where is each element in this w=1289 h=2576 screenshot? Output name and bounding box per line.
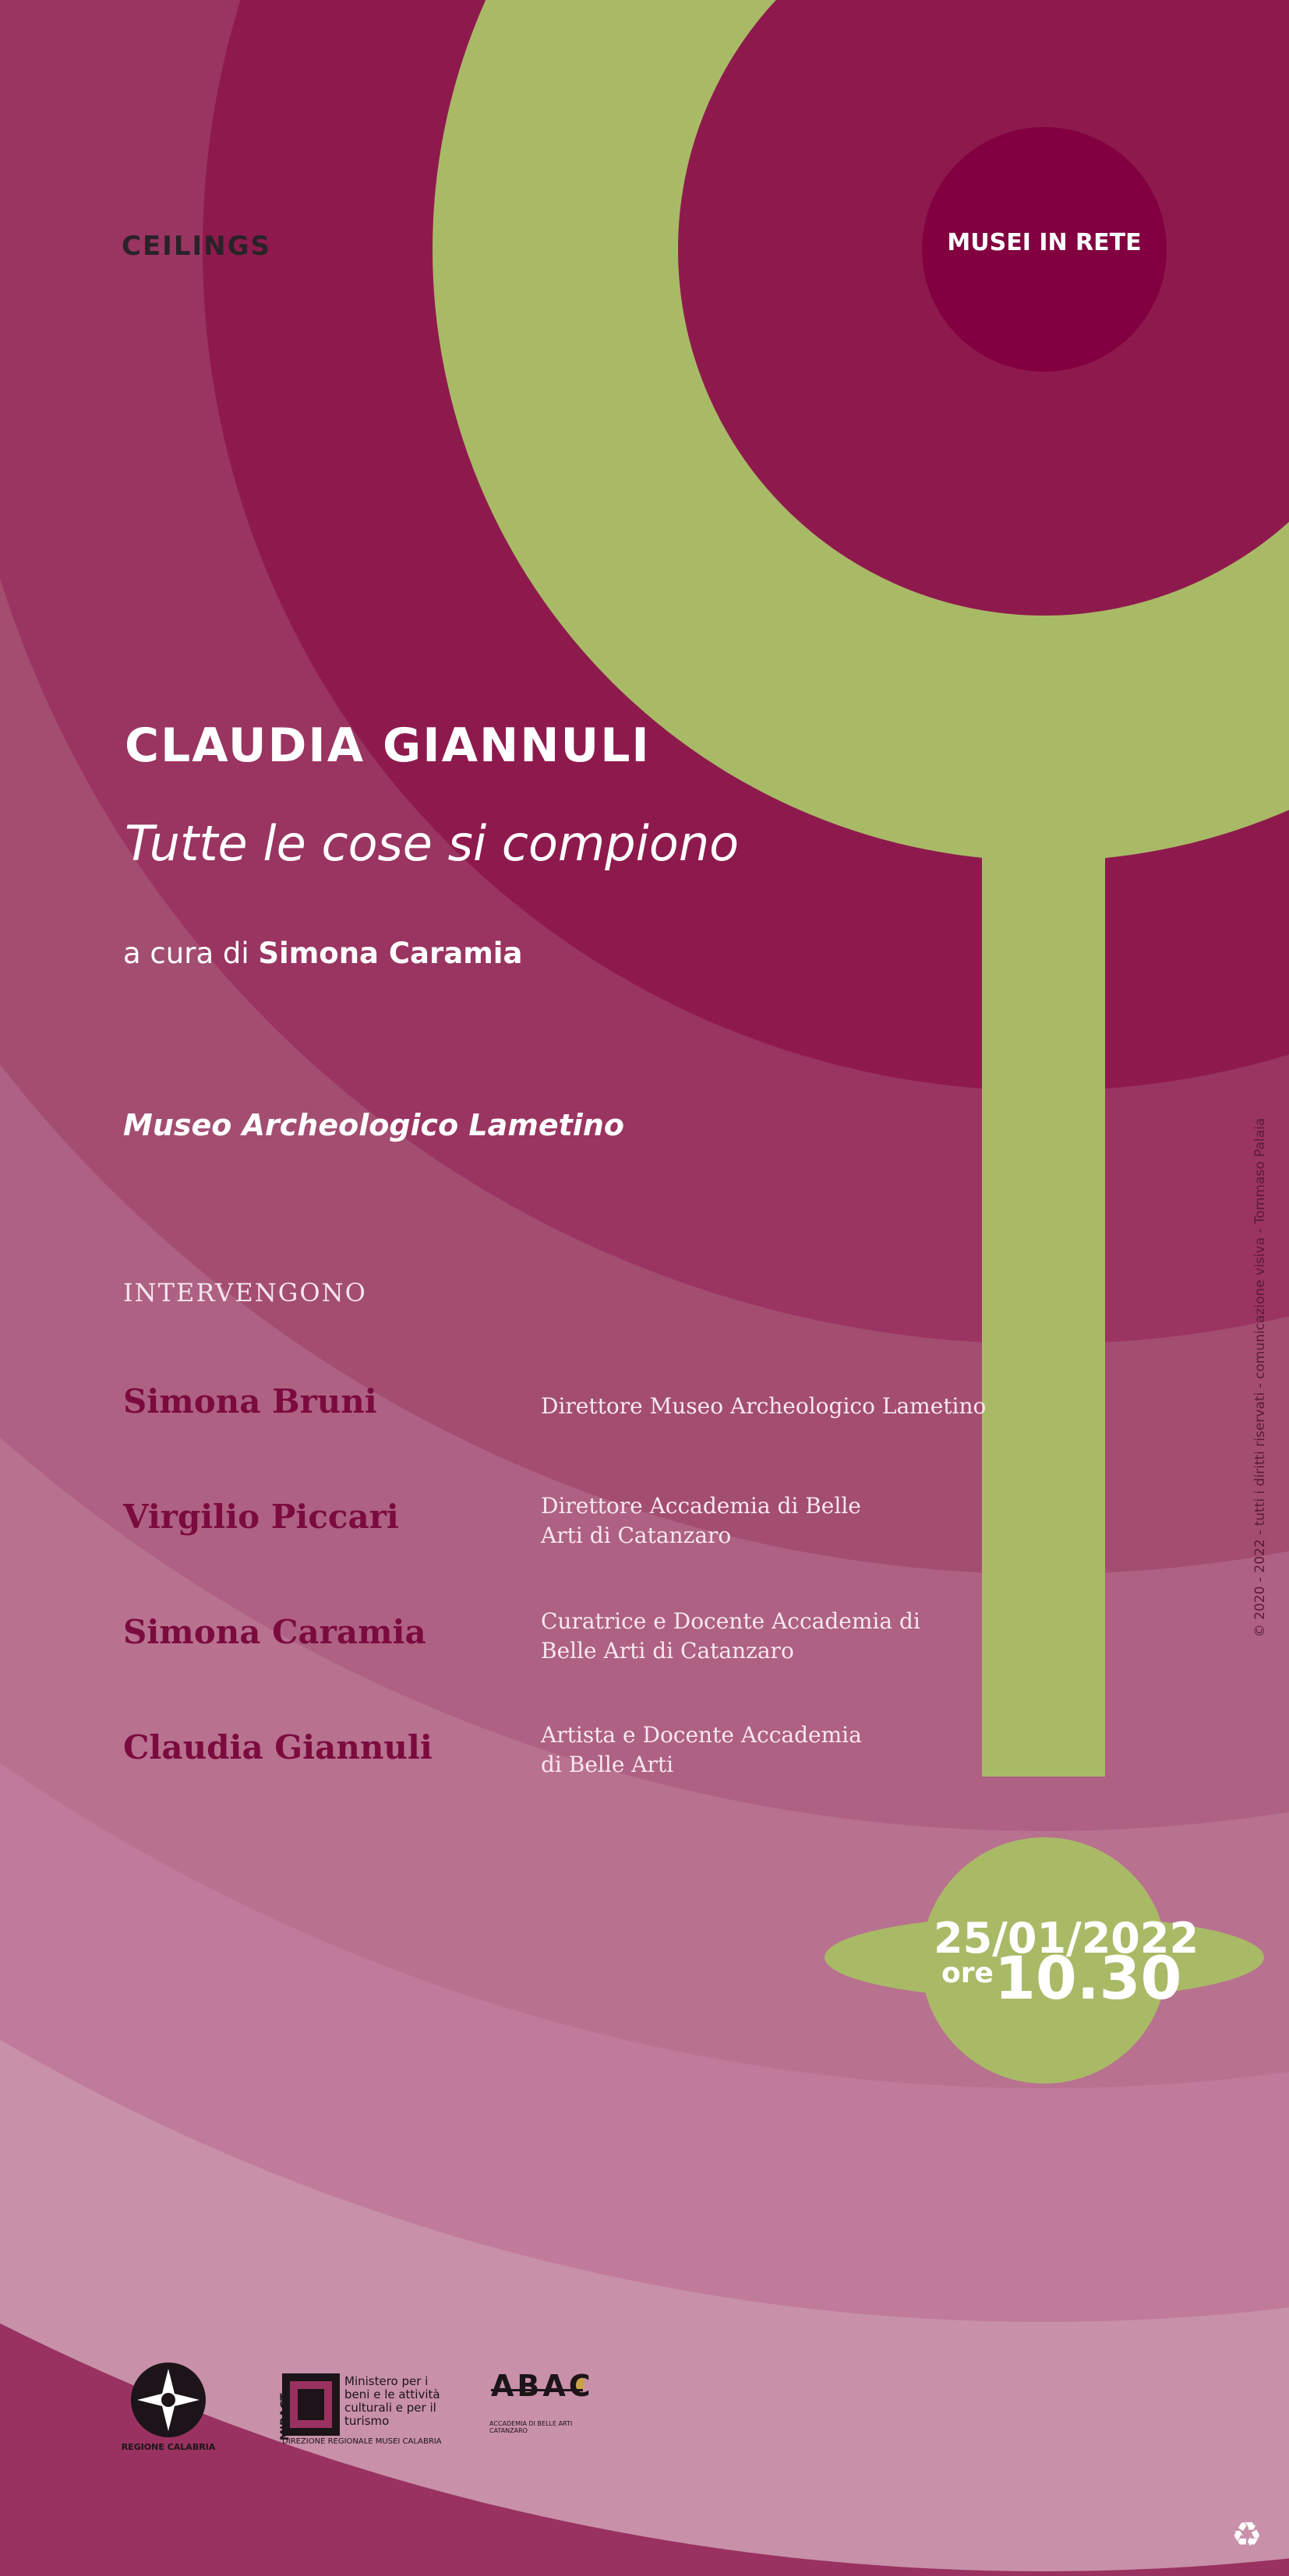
brand-logo: CEILINGS — [122, 231, 271, 262]
abac-subtitle: ACCADEMIA DI BELLE ARTI CATANZARO — [489, 2420, 573, 2434]
event-date: 25/01/2022 — [934, 1914, 1199, 1963]
speaker-name-3: Simona Caramia — [123, 1613, 426, 1651]
speaker-role-2: Direttore Accademia di Belle Arti di Catanzaro — [541, 1493, 861, 1548]
exhibition-title: Tutte le cose si compiono — [125, 815, 740, 872]
regione-calabria-caption: REGIONE CALABRIA — [121, 2442, 216, 2452]
event-time-prefix: ore — [941, 1957, 994, 1989]
artist-name: CLAUDIA GIANNULI — [125, 718, 651, 773]
speaker-name-4: Claudia Giannuli — [123, 1728, 433, 1766]
mibac-text: Ministero per i beni e le attività culturali e per il turismo — [344, 2374, 440, 2428]
speaker-role-4: Artista e Docente Accademia di Belle Arti — [541, 1722, 862, 1777]
green-stem — [982, 740, 1105, 1777]
curator-line — [123, 937, 522, 970]
speaker-role-1: Direttore Museo Archeologico Lametino — [541, 1393, 987, 1419]
curator-prefix: a cura di — [123, 937, 249, 970]
event-time: 10.30 — [994, 1943, 1182, 2013]
copyright-notice: © 2020 - 2022 - tutti i diritti riservati - comunicazione visiva - Tommaso Palaia — [1252, 1117, 1268, 1638]
speaker-role-3: Curatrice e Docente Accademia di Belle Arti di Catanzaro — [541, 1608, 920, 1664]
museum-name: Museo Archeologico Lametino — [123, 1108, 624, 1142]
speaker-name-2: Virgilio Piccari — [123, 1498, 399, 1536]
mibac-mark: MIBACT — [279, 2393, 291, 2440]
curator-name: Simona Caramia — [258, 937, 523, 970]
speakers-heading: INTERVENGONO — [123, 1278, 367, 1307]
recycle-icon: ♻ — [1231, 2515, 1263, 2555]
mibac-subtitle: DIREZIONE REGIONALE MUSEI CALABRIA — [282, 2437, 442, 2446]
musei-in-rete-badge: MUSEI IN RETE — [947, 228, 1142, 256]
regione-calabria-emblem — [131, 2363, 206, 2437]
abac-logo: ABAC — [491, 2369, 594, 2403]
speaker-name-1: Simona Bruni — [123, 1382, 377, 1420]
